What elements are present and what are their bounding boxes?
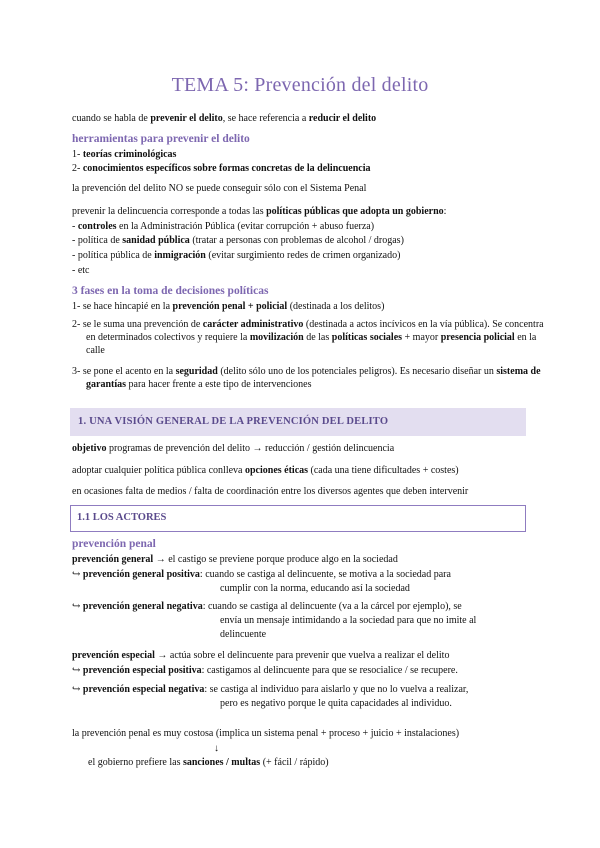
item-pre: - etc: [72, 265, 90, 276]
fase-bold: movilización: [249, 332, 304, 343]
section-1-1-heading: 1.1 LOS ACTORES: [70, 505, 526, 532]
en-text: : se castiga al individuo para aislarlo y que no lo vuelva a realizar,: [204, 684, 469, 695]
especial-negativa-cont: pero es negativo porque le quita capacidades al individuo.: [220, 698, 452, 709]
intro-text: cuando se habla de: [72, 113, 151, 124]
fase-bold: políticas sociales: [331, 332, 403, 343]
general-text: → el castigo se previene porque produce algo en la sociedad: [153, 554, 398, 565]
etica-text: (cada una tiene dificultades + costes): [308, 465, 459, 476]
hook-arrow-icon: ↪: [72, 601, 81, 612]
fase-text: 1- se hace hincapié en la: [72, 301, 173, 312]
item-bold: sanidad pública: [122, 235, 190, 246]
general-negativa-item: [72, 600, 532, 613]
fase-text: para hacer frente a este tipo de intervenciones: [126, 379, 312, 390]
fase-bold: presencia policial: [440, 332, 515, 343]
politicas-lead-bold: políticas públicas que adopta un gobierno: [266, 206, 444, 217]
intro-line: [72, 112, 532, 125]
en-bold: prevención especial negativa: [82, 684, 205, 695]
prevencion-general-line: [72, 553, 532, 566]
item-post: (evitar surgimiento redes de crimen organizado): [205, 250, 401, 261]
item-post: en la Administración Pública (evitar corrupción + abuso fuerza): [116, 221, 375, 232]
politicas-lead-colon: :: [443, 206, 447, 217]
fase-3: [72, 365, 546, 391]
general-positiva-item: [72, 568, 532, 581]
gobierno-line: [88, 756, 548, 769]
fase-bold: seguridad: [175, 366, 218, 377]
general-positiva-cont: cumplir con la norma, educando así la sociedad: [220, 583, 410, 594]
item-pre: - política pública de: [72, 250, 155, 261]
gobierno-text: (+ fácil / rápido): [260, 757, 329, 768]
fase-1: [72, 300, 532, 313]
etica-text: adoptar cualquier política pública conlleva: [72, 465, 245, 476]
herramientas-note: la prevención del delito NO se puede conseguir sólo con el Sistema Penal: [72, 183, 367, 194]
politicas-item-2: [72, 234, 532, 247]
down-arrow-icon: ↓: [214, 743, 219, 754]
fase-bold: prevención penal + policial: [172, 301, 288, 312]
especial-bold: prevención especial: [72, 650, 155, 661]
item-bold: inmigración: [154, 250, 206, 261]
especial-negativa-item: [72, 683, 532, 696]
intro-text-mid: , se hace referencia a: [222, 113, 309, 124]
etica-bold: opciones éticas: [244, 465, 309, 476]
item-text: teorías criminológicas: [82, 149, 177, 160]
costosa-line: la prevención penal es muy costosa (implica un sistema penal + proceso + juicio + instalaciones): [72, 728, 460, 739]
fase-text: 3- se pone el acento en la: [72, 366, 176, 377]
item-bold: controles: [77, 221, 117, 232]
item-post: (tratar a personas con problemas de alcohol / drogas): [189, 235, 404, 246]
politicas-item-3: [72, 249, 532, 262]
hook-arrow-icon: ↪: [72, 684, 81, 695]
item-pre: - política de: [72, 235, 123, 246]
herramientas-item-1: [72, 148, 532, 161]
politicas-lead: [72, 205, 532, 218]
intro-bold-prevenir: prevenir el delito: [150, 113, 223, 124]
fase-2: [72, 318, 546, 357]
gp-text: : cuando se castiga al delincuente, se motiva a la sociedad para: [199, 569, 451, 580]
page-title: TEMA 5: Prevención del delito: [171, 74, 429, 96]
section-1-heading: 1. UNA VISIÓN GENERAL DE LA PREVENCIÓN DEL DELITO: [70, 408, 526, 436]
hook-arrow-icon: ↪: [72, 665, 81, 676]
item-number: 1-: [72, 149, 83, 160]
gn-text: : cuando se castiga al delincuente (va a la cárcel por ejemplo), se: [202, 601, 462, 612]
item-text: conocimientos específicos sobre formas concretas de la delincuencia: [82, 163, 371, 174]
especial-text: → actúa sobre el delincuente para prevenir que vuelva a realizar el delito: [154, 650, 450, 661]
ep-bold: prevención especial positiva: [82, 665, 202, 676]
gobierno-text: el gobierno prefiere las: [88, 757, 183, 768]
fase-bold: carácter administrativo: [202, 319, 304, 330]
fase-text: (destinada a actos incívicos en la vía pública). Se concentra en determinados colectivos y requiere la: [86, 319, 544, 343]
politicas-item-4: [72, 264, 532, 277]
medios-line: en ocasiones falta de medios / falta de coordinación entre los diversos agentes que deben intervenir: [72, 486, 469, 497]
fase-text: (destinada a los delitos): [287, 301, 385, 312]
item-pre: -: [72, 221, 78, 232]
item-number: 2-: [72, 163, 83, 174]
general-bold: prevención general: [72, 554, 154, 565]
ep-text: : castigamos al delincuente para que se resocialice / se recupere.: [201, 665, 458, 676]
herramientas-heading: herramientas para prevenir el delito: [72, 133, 250, 145]
objetivo-bold: objetivo: [72, 443, 107, 454]
fase-text: en la calle: [86, 332, 537, 356]
etica-line: [72, 464, 532, 477]
prevencion-penal-heading: prevención penal: [72, 538, 156, 550]
general-negativa-cont-1: envía un mensaje intimidando a la sociedad para que no imite al: [220, 615, 477, 626]
prevencion-especial-line: [72, 649, 532, 662]
objetivo-text: programas de prevención del delito → reducción / gestión delincuencia: [106, 443, 395, 454]
fase-text: (delito sólo uno de los potenciales peligros). Es necesario diseñar un: [217, 366, 497, 377]
gp-bold: prevención general positiva: [82, 569, 200, 580]
fase-text: de las: [303, 332, 332, 343]
politicas-item-1: [72, 220, 532, 233]
hook-arrow-icon: ↪: [72, 569, 81, 580]
fases-heading: 3 fases en la toma de decisiones políticas: [72, 285, 269, 297]
politicas-lead-text: prevenir la delincuencia corresponde a todas las: [72, 206, 267, 217]
intro-bold-reducir: reducir el delito: [308, 113, 377, 124]
gobierno-bold: sanciones / multas: [182, 757, 261, 768]
fase-bold: sistema de garantías: [86, 366, 541, 390]
general-negativa-cont-2: delincuente: [220, 629, 267, 640]
gn-bold: prevención general negativa: [82, 601, 203, 612]
especial-positiva-item: [72, 664, 532, 677]
herramientas-item-2: [72, 162, 532, 175]
fase-text: 2- se le suma una prevención de: [72, 319, 203, 330]
objetivo-line: [72, 442, 532, 455]
fase-text: + mayor: [402, 332, 441, 343]
